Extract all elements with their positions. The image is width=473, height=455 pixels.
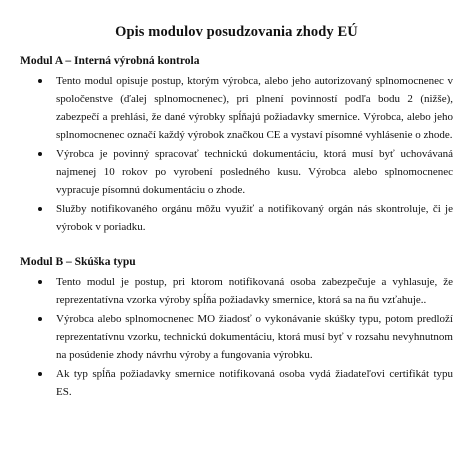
list-item — [20, 273, 453, 309]
section-heading: Modul B – Skúška typu — [20, 256, 136, 268]
list-item — [20, 365, 453, 401]
bullet-icon — [38, 207, 42, 211]
section-heading: Modul A – Interná výrobná kontrola — [20, 55, 200, 67]
list-item — [20, 145, 453, 199]
list-item — [20, 310, 453, 364]
list-item-text: Ak typ spĺňa požiadavky smernice notifikovaná osoba vydá žiadateľovi certifikát typu ES. — [56, 368, 453, 398]
list-item-text: Výrobca alebo splnomocnenec MO žiadosť o vykonávanie skúšky typu, potom predloží reprezentatívnu vzorku, technickú dokumentáciu, ktorá musí byť v rozsahu nevyhnutnom na posúdenie zhody návrhu výroby a fungovania výrobku. — [56, 313, 453, 361]
list-item-text: Služby notifikovaného orgánu môžu využiť a notifikovaný orgán nás skontroluje, či je výrobok v poriadku. — [56, 203, 453, 233]
bullet-list — [20, 273, 453, 401]
bullet-icon — [38, 79, 42, 83]
bullet-list — [20, 72, 453, 236]
bullet-icon — [38, 317, 42, 321]
list-item-text: Výrobca je povinný spracovať technickú dokumentáciu, ktorá musí byť uchovávaná najmenej 10 rokov po vyrobení posledného kusu. Výrobca alebo splnomocnenec vypracuje písomnú dokumentáciu o zhode. — [56, 148, 453, 196]
section-module-b — [20, 256, 453, 401]
bullet-icon — [38, 152, 42, 156]
bullet-icon — [38, 372, 42, 376]
section-module-a — [20, 55, 453, 236]
list-item — [20, 72, 453, 144]
document-title: Opis modulov posudzovania zhody EÚ — [115, 24, 358, 40]
list-item-text: Tento modul je postup, pri ktorom notifikovaná osoba zabezpečuje a vyhlasuje, že reprezentatívna vzorka výroby spĺňa požiadavky smernice, ktorá sa na ňu vzťahuje.. — [56, 276, 453, 306]
list-item — [20, 200, 453, 236]
list-item-text: Tento modul opisuje postup, ktorým výrobca, alebo jeho autorizovaný splnomocnenec v spoločenstve (ďalej splnomocnenec), pri plnení povinností podľa bodu 2 (nižše), zabezpečí a prehlási, že dané výrobky spĺňajú požiadavky smernice. Výrobca, alebo jeho splnomocnenec označí každý výrobok značkou CE a vystaví písomné vyhlásenie o zhode. — [56, 75, 453, 141]
bullet-icon — [38, 280, 42, 284]
